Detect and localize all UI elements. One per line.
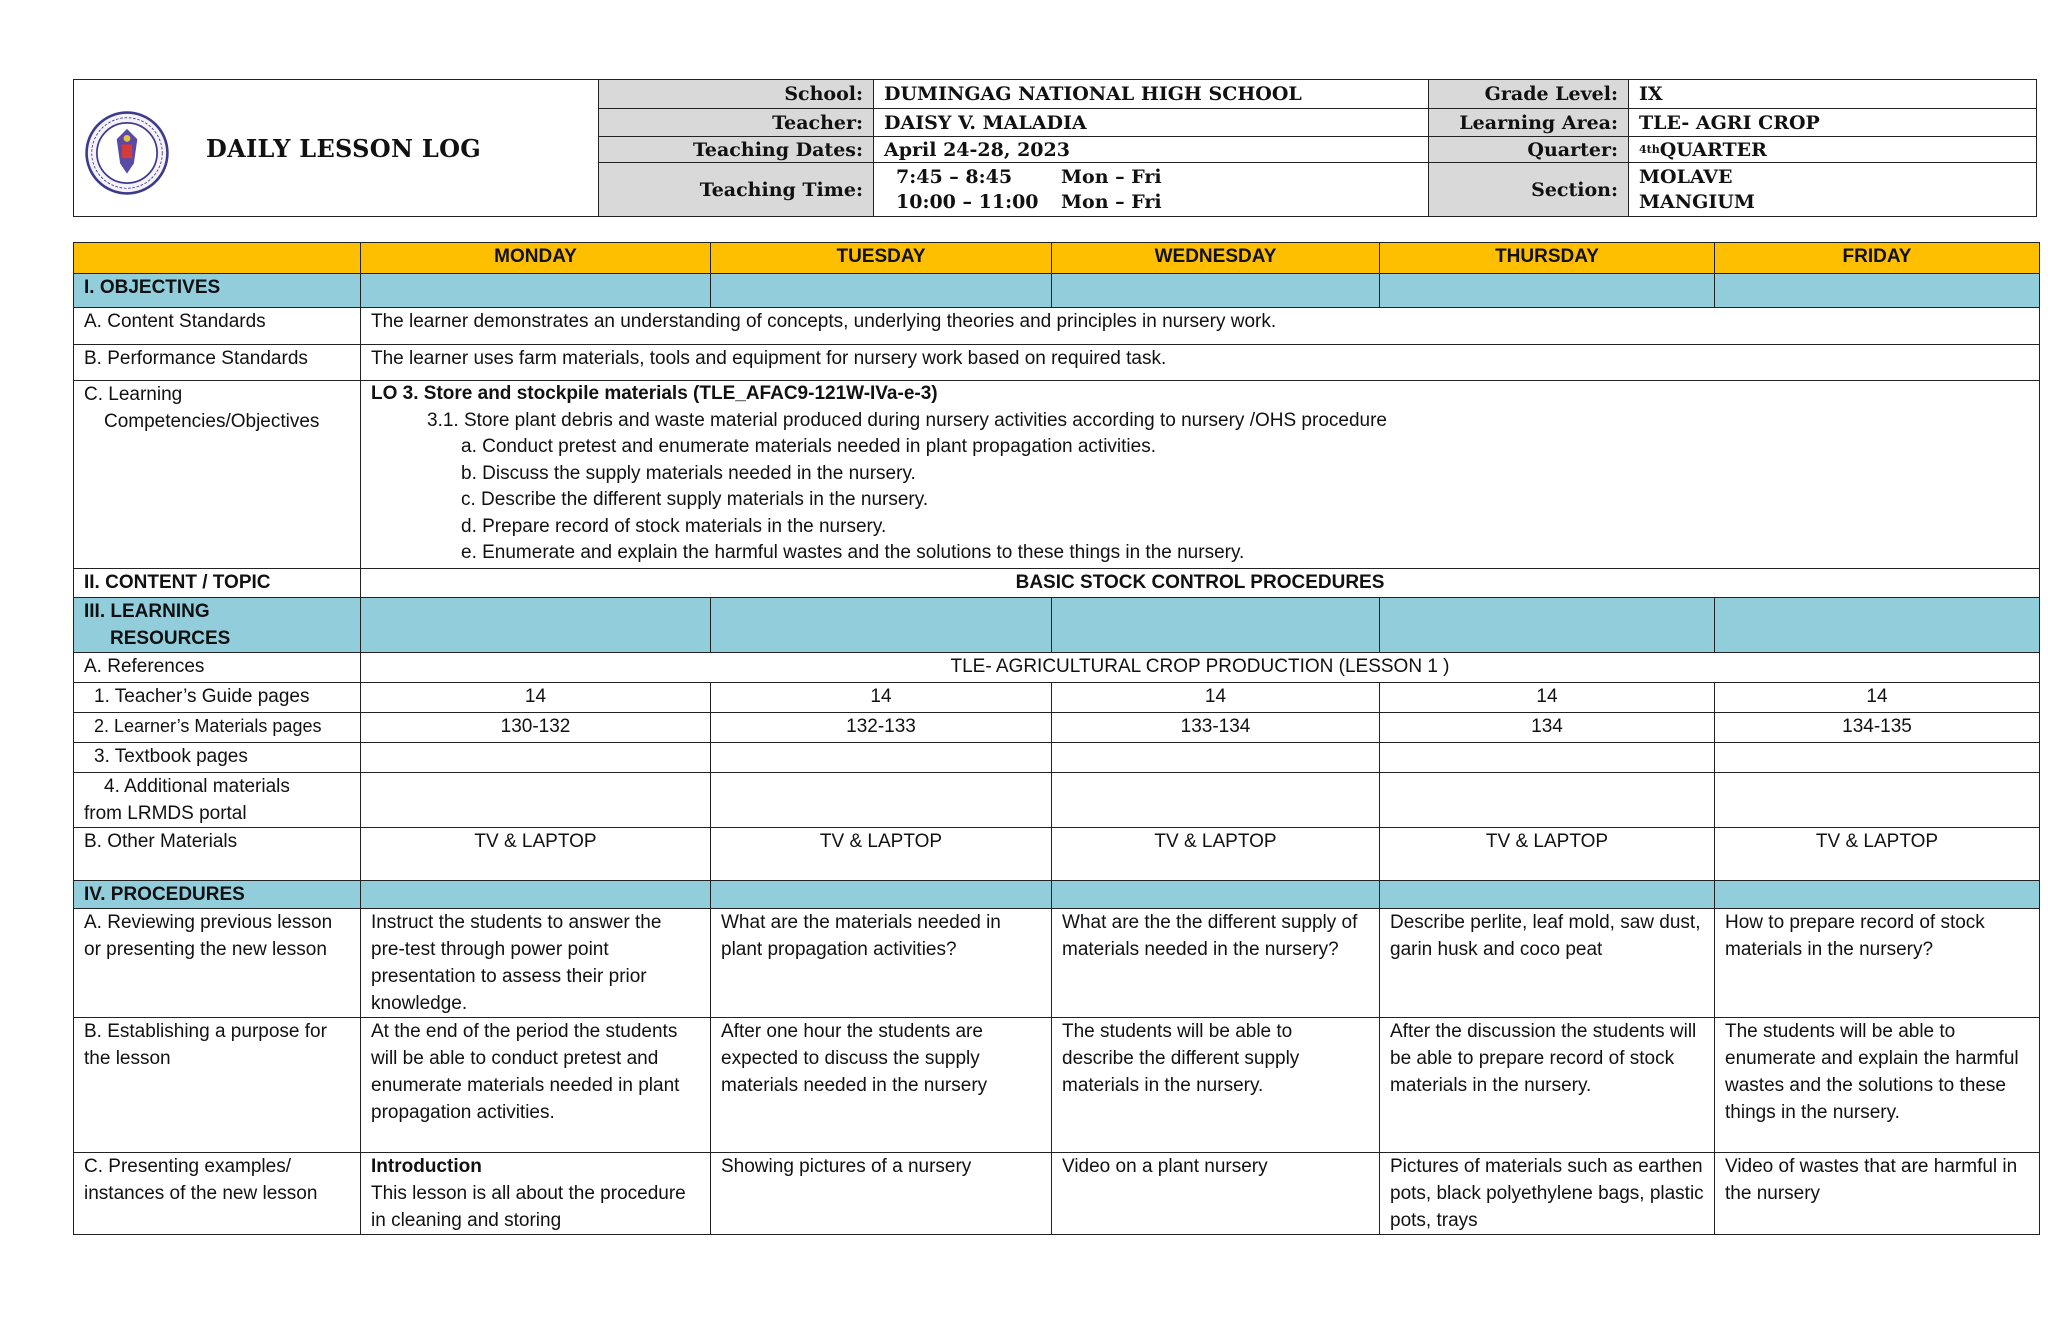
- quarter-label: Quarter:: [1429, 137, 1629, 163]
- section-2: MANGIUM: [1639, 190, 1755, 213]
- content-standards-text: The learner demonstrates an understanding of concepts, underlying theories and principles in nursery work.: [361, 308, 2040, 345]
- teacher-value: DAISY V. MALADIA: [874, 109, 1429, 137]
- examples-friday: Video of wastes that are harmful in the nursery: [1715, 1153, 2040, 1235]
- tg-tuesday: 14: [711, 683, 1052, 713]
- other-materials-row: [74, 828, 2040, 881]
- day-tuesday: TUESDAY: [711, 243, 1052, 274]
- objective-item-a: a. Conduct pretest and enumerate materials needed in plant propagation activities.: [461, 436, 1156, 457]
- examples-thursday: Pictures of materials such as earthen pots, black polyethylene bags, plastic pots, trays: [1380, 1153, 1715, 1235]
- time-value: [874, 163, 1429, 216]
- purpose-monday: At the end of the period the students will be able to conduct pretest and enumerate materials needed in plant propagation activities.: [361, 1018, 711, 1153]
- performance-standards-label: B. Performance Standards: [74, 345, 361, 381]
- examples-label: C. Presenting examples/ instances of the new lesson: [74, 1153, 361, 1235]
- grade-label: Grade Level:: [1429, 80, 1629, 109]
- objectives-heading: I. OBJECTIVES: [74, 274, 361, 308]
- review-label: A. Reviewing previous lesson or presenting the new lesson: [74, 909, 361, 1018]
- lesson-table: [73, 242, 2040, 1235]
- day-wednesday: WEDNESDAY: [1052, 243, 1380, 274]
- teachers-guide-label: 1. Teacher’s Guide pages: [74, 683, 361, 713]
- teachers-guide-row: [74, 683, 2040, 713]
- time-days-1: Mon – Fri: [1061, 165, 1162, 188]
- performance-standards-text: The learner uses farm materials, tools and equipment for nursery work based on required task.: [361, 345, 2040, 381]
- school-value: DUMINGAG NATIONAL HIGH SCHOOL: [874, 80, 1429, 109]
- school-label: School:: [599, 80, 874, 109]
- review-thursday: Describe perlite, leaf mold, saw dust, garin husk and coco peat: [1380, 909, 1715, 1018]
- quarter-word: QUARTER: [1659, 138, 1767, 161]
- lm-tuesday: 132-133: [711, 713, 1052, 743]
- competencies-label: C. Learning Competencies/Objectives: [74, 381, 361, 569]
- quarter-value: [1629, 137, 2036, 163]
- section-value: [1629, 163, 2036, 216]
- objective-item-e: e. Enumerate and explain the harmful wastes and the solutions to these things in the nursery.: [461, 542, 1245, 563]
- learners-materials-label: 2. Learner’s Materials pages: [74, 713, 361, 743]
- procedures-heading: IV. PROCEDURES: [74, 881, 361, 909]
- resources-section-row: [74, 598, 2040, 653]
- grade-value: IX: [1629, 80, 2036, 109]
- other-thursday: TV & LAPTOP: [1380, 828, 1715, 881]
- resources-heading: III. LEARNING RESOURCES: [74, 598, 361, 653]
- objective-item-b: b. Discuss the supply materials needed in the nursery.: [461, 462, 916, 484]
- header-title-area: [74, 80, 599, 216]
- content-topic-label: II. CONTENT / TOPIC: [74, 569, 361, 598]
- review-wednesday: What are the the different supply of materials needed in the nursery?: [1052, 909, 1380, 1018]
- content-standards-row: [74, 308, 2040, 345]
- learning-outcome: LO 3. Store and stockpile materials (TLE_AFAC9-121W-IVa-e-3): [371, 383, 938, 404]
- references-text: TLE- AGRICULTURAL CROP PRODUCTION (LESSON 1 ): [361, 653, 2040, 683]
- time-days-2: Mon – Fri: [1061, 190, 1162, 213]
- lm-thursday: 134: [1380, 713, 1715, 743]
- examples-row: [74, 1153, 2040, 1235]
- time-slot-2: 10:00 – 11:00: [896, 190, 1039, 213]
- review-row: [74, 909, 2040, 1018]
- day-header-blank: [74, 243, 361, 274]
- examples-monday: [361, 1153, 711, 1235]
- quarter-number: 4th: [1639, 143, 1660, 156]
- day-monday: MONDAY: [361, 243, 711, 274]
- tg-monday: 14: [361, 683, 711, 713]
- additional-materials-label: 4. Additional materials from LRMDS portal: [74, 773, 361, 828]
- competencies-text: [361, 381, 2040, 569]
- teacher-label: Teacher:: [599, 109, 874, 137]
- section-1: MOLAVE: [1639, 165, 1733, 188]
- review-friday: How to prepare record of stock materials in the nursery?: [1715, 909, 2040, 1018]
- deped-seal-icon: [84, 110, 170, 196]
- tg-thursday: 14: [1380, 683, 1715, 713]
- competencies-row: [74, 381, 2040, 569]
- textbook-row: [74, 743, 2040, 773]
- purpose-friday: The students will be able to enumerate and explain the harmful wastes and the solutions to these things in the nursery.: [1715, 1018, 2040, 1153]
- content-topic-row: [74, 569, 2040, 598]
- textbook-label: 3. Textbook pages: [74, 743, 361, 773]
- references-label: A. References: [74, 653, 361, 683]
- tg-friday: 14: [1715, 683, 2040, 713]
- area-label: Learning Area:: [1429, 109, 1629, 137]
- other-friday: TV & LAPTOP: [1715, 828, 2040, 881]
- lm-wednesday: 133-134: [1052, 713, 1380, 743]
- header-info-grid: [599, 80, 2036, 216]
- examples-intro-title: Introduction: [371, 1156, 482, 1177]
- time-slot-1: 7:45 – 8:45: [896, 165, 1013, 188]
- tg-wednesday: 14: [1052, 683, 1380, 713]
- header-block: [73, 79, 2037, 217]
- content-standards-label: A. Content Standards: [74, 308, 361, 345]
- content-topic-text: BASIC STOCK CONTROL PROCEDURES: [361, 569, 2040, 598]
- sub-objective: 3.1. Store plant debris and waste material produced during nursery activities according to nursery /OHS procedure: [427, 409, 1387, 431]
- other-tuesday: TV & LAPTOP: [711, 828, 1052, 881]
- area-value: TLE- AGRI CROP: [1629, 109, 2036, 137]
- examples-tuesday: Showing pictures of a nursery: [711, 1153, 1052, 1235]
- purpose-label: B. Establishing a purpose for the lesson: [74, 1018, 361, 1153]
- day-header-row: [74, 243, 2040, 274]
- dates-label: Teaching Dates:: [599, 137, 874, 163]
- objective-item-d: d. Prepare record of stock materials in the nursery.: [461, 515, 887, 537]
- section-label: Section:: [1429, 163, 1629, 216]
- time-label: Teaching Time:: [599, 163, 874, 216]
- lm-monday: 130-132: [361, 713, 711, 743]
- page-title: DAILY LESSON LOG: [206, 134, 482, 163]
- references-row: [74, 653, 2040, 683]
- review-monday: Instruct the students to answer the pre-test through power point presentation to assess their prior knowledge.: [361, 909, 711, 1018]
- procedures-section-row: [74, 881, 2040, 909]
- other-materials-label: B. Other Materials: [74, 828, 361, 881]
- objective-item-c: c. Describe the different supply materials in the nursery.: [461, 489, 929, 510]
- dates-value: April 24-28, 2023: [874, 137, 1429, 163]
- day-thursday: THURSDAY: [1380, 243, 1715, 274]
- examples-wednesday: Video on a plant nursery: [1052, 1153, 1380, 1235]
- learners-materials-row: [74, 713, 2040, 743]
- purpose-thursday: After the discussion the students will be able to prepare record of stock materials in the nursery.: [1380, 1018, 1715, 1153]
- purpose-tuesday: After one hour the students are expected to discuss the supply materials needed in the nursery: [711, 1018, 1052, 1153]
- purpose-row: [74, 1018, 2040, 1153]
- other-wednesday: TV & LAPTOP: [1052, 828, 1380, 881]
- day-friday: FRIDAY: [1715, 243, 2040, 274]
- review-tuesday: What are the materials needed in plant propagation activities?: [711, 909, 1052, 1018]
- objectives-section-row: [74, 274, 2040, 308]
- performance-standards-row: [74, 345, 2040, 381]
- examples-intro-text: This lesson is all about the procedure in cleaning and storing: [371, 1183, 686, 1231]
- lm-friday: 134-135: [1715, 713, 2040, 743]
- other-monday: TV & LAPTOP: [361, 828, 711, 881]
- purpose-wednesday: The students will be able to describe the different supply materials in the nursery.: [1052, 1018, 1380, 1153]
- additional-materials-row: [74, 773, 2040, 828]
